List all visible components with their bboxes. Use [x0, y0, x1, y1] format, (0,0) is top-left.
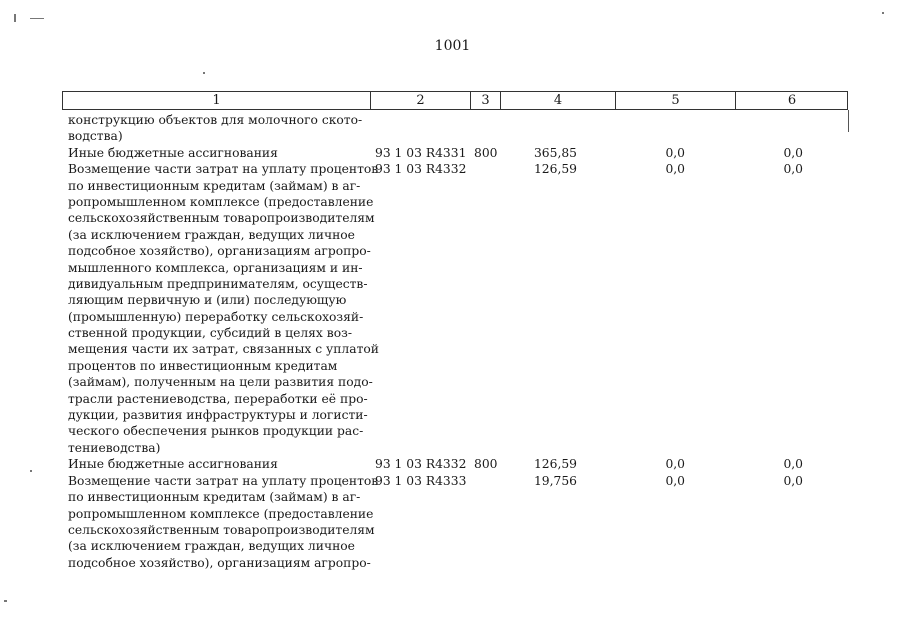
- cell-expense-type: 800: [474, 457, 498, 472]
- description-line: тениеводства): [68, 440, 161, 455]
- description-line: подсобное хозяйство), организациям агропро-: [68, 555, 371, 570]
- description-line: ропромышленном комплексе (предоставление: [68, 194, 374, 209]
- description-line: по инвестиционным кредитам (займам) в аг-: [68, 490, 361, 505]
- scan-speck: [203, 72, 205, 74]
- description-line: Иные бюджетные ассигнования: [68, 457, 278, 472]
- description-line: мышленного комплекса, организациям и ин-: [68, 260, 363, 275]
- column-header-4: 4: [501, 92, 616, 109]
- cell-amount-4: 365,85: [533, 145, 577, 160]
- scan-speck: [14, 14, 16, 22]
- cell-code: 93 1 03 R4332: [375, 457, 467, 472]
- description-line: процентов по инвестиционным кредитам: [68, 358, 338, 373]
- description-line: (за исключением граждан, ведущих личное: [68, 539, 355, 554]
- row-description: [68, 145, 364, 161]
- column-header-6: 6: [787, 93, 797, 108]
- description-line: дивидуальным предпринимателям, осуществ-: [68, 276, 368, 291]
- cell-amount-4: 126,59: [533, 457, 577, 472]
- description-line: ропромышленном комплексе (предоставление: [68, 506, 374, 521]
- scan-speck: [30, 470, 32, 472]
- description-line: Возмещение части затрат на уплату процентов: [68, 473, 379, 488]
- description-line: дукции, развития инфраструктуры и логисти-: [68, 408, 368, 423]
- table-row: [0, 145, 905, 161]
- description-line: сельскохозяйственным товаропроизводителям: [68, 211, 375, 226]
- description-line: ственной продукции, субсидий в целях воз-: [68, 326, 352, 341]
- table-row: [0, 456, 905, 472]
- cell-amount-5: 0,0: [665, 457, 685, 472]
- cell-amount-6: 0,0: [783, 145, 803, 160]
- cell-amount-4: 126,59: [533, 162, 577, 177]
- page-number: 1001: [434, 38, 471, 54]
- column-header-3: 3: [471, 92, 501, 109]
- table-header: [62, 91, 848, 110]
- cell-amount-5: 0,0: [665, 162, 685, 177]
- description-line: (за исключением граждан, ведущих личное: [68, 227, 355, 242]
- description-line: по инвестиционным кредитам (займам) в аг-: [68, 178, 361, 193]
- description-line: ляющим первичную и (или) последующую: [68, 293, 347, 308]
- cell-amount-6: 0,0: [783, 457, 803, 472]
- description-line: водства): [68, 129, 123, 144]
- cell-code: 93 1 03 R4331: [375, 145, 467, 160]
- description-line: сельскохозяйственным товаропроизводителям: [68, 522, 375, 537]
- row-description: [68, 112, 364, 145]
- description-line: (промышленную) переработку сельскохозяй-: [68, 309, 364, 324]
- table-row: [0, 112, 905, 145]
- scan-speck: [30, 18, 44, 19]
- scan-speck: [4, 600, 7, 602]
- table-row: [0, 161, 905, 456]
- column-header-5: 5: [616, 92, 736, 109]
- row-description: [68, 456, 364, 472]
- description-line: Иные бюджетные ассигнования: [68, 145, 278, 160]
- description-line: (займам), полученным на цели развития подо-: [68, 375, 373, 390]
- description-line: Возмещение части затрат на уплату процентов: [68, 162, 379, 177]
- description-line: трасли растениеводства, переработки её про-: [68, 391, 368, 406]
- description-line: конструкцию объектов для молочного ското-: [68, 113, 363, 127]
- cell-amount-4: 19,756: [533, 473, 577, 488]
- row-description: [68, 161, 379, 456]
- scan-speck: [882, 12, 884, 14]
- cell-amount-5: 0,0: [665, 145, 685, 160]
- cell-amount-5: 0,0: [665, 473, 685, 488]
- column-header-1: 1: [63, 92, 371, 109]
- cell-code: 93 1 03 R4333: [375, 473, 467, 488]
- cell-amount-6: 0,0: [783, 162, 803, 177]
- cell-expense-type: 800: [474, 145, 498, 160]
- cell-amount-6: 0,0: [783, 473, 803, 488]
- row-description: [68, 473, 379, 571]
- description-line: ческого обеспечения рынков продукции рас-: [68, 424, 364, 439]
- cell-code: 93 1 03 R4332: [375, 162, 467, 177]
- column-header-2: 2: [371, 92, 471, 109]
- description-line: подсобное хозяйство), организациям агропро-: [68, 244, 371, 259]
- description-line: мещения части их затрат, связанных с уплатой: [68, 342, 379, 357]
- table-row: [0, 473, 905, 571]
